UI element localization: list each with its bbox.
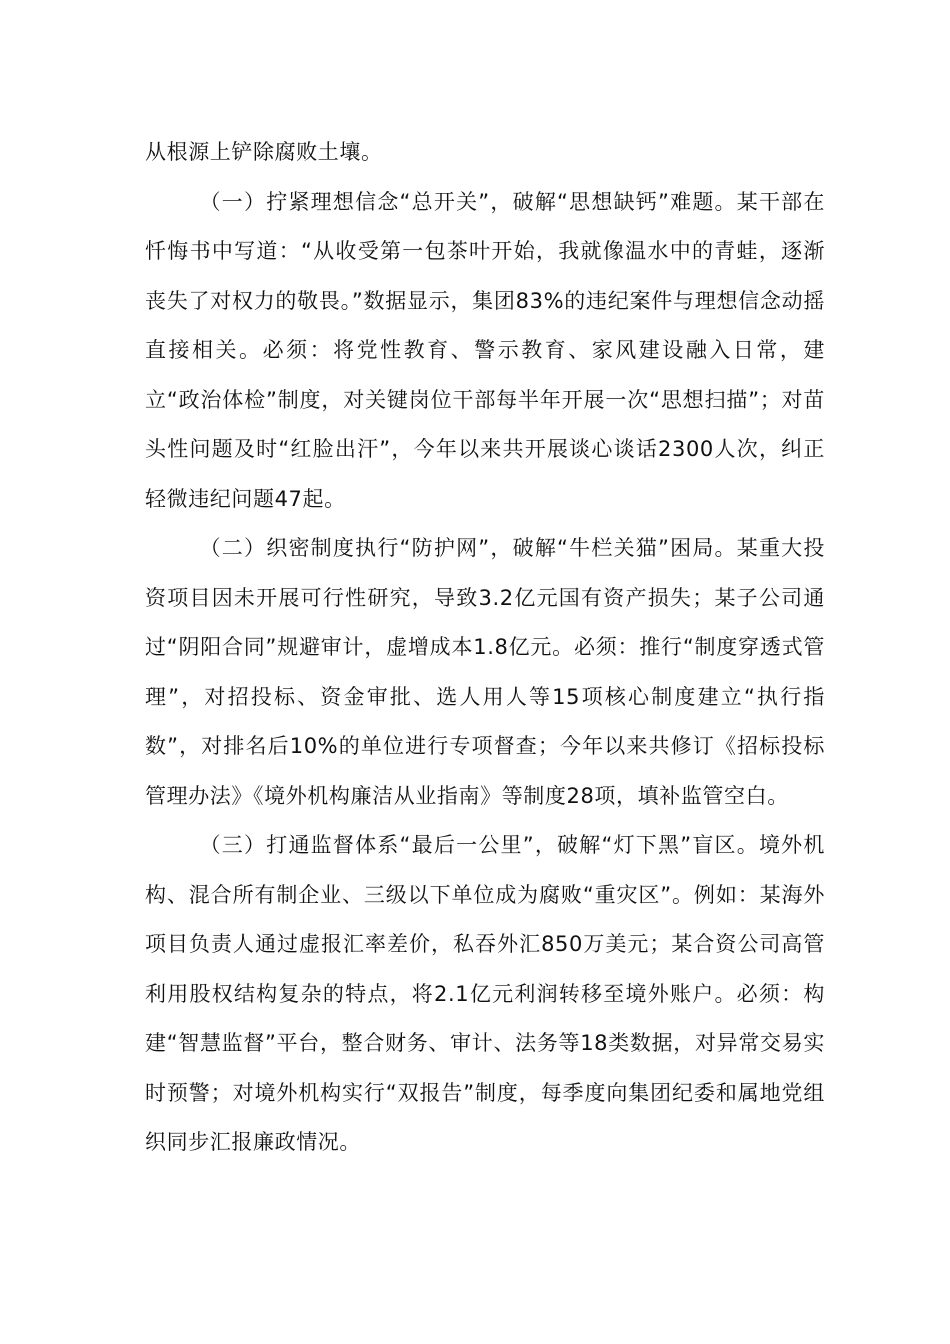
paragraph-section-2: （二）织密制度执行“防护网”，破解“牛栏关猫”困局。某重大投资项目因未开展可行性研究，导致3.2亿元国有资产损失；某子公司通过“阴阳合同”规避审计，虚增成本1.8亿元。必须：推行“制度穿透式管理”，对招投标、资金审批、选人用人等15项核心制度建立“执行指数”，对排名后10%的单位进行专项督查；今年以来共修订《招标投标管理办法》《境外机构廉洁从业指南》等制度28项，填补监管空白。	[145, 536, 825, 808]
paragraph-section-3: （三）打通监督体系“最后一公里”，破解“灯下黑”盲区。境外机构、混合所有制企业、三级以下单位成为腐败“重灾区”。例如：某海外项目负责人通过虚报汇率差价，私吞外汇850万美元；某合资公司高管利用股权结构复杂的特点，将2.1亿元利润转移至境外账户。必须：构建“智慧监督”平台，整合财务、审计、法务等18类数据，对异常交易实时预警；对境外机构实行“双报告”制度，每季度向集团纪委和属地党组织同步汇报廉政情况。	[145, 833, 825, 1154]
paragraph-section-1: （一）拧紧理想信念“总开关”，破解“思想缺钙”难题。某干部在忏悔书中写道：“从收受第一包茶叶开始，我就像温水中的青蛙，逐渐丧失了对权力的敬畏。”数据显示，集团83%的违纪案件与理想信念动摇直接相关。必须：将党性教育、警示教育、家风建设融入日常，建立“政治体检”制度，对关键岗位干部每半年开展一次“思想扫描”；对苗头性问题及时“红脸出汗”，今年以来共开展谈心谈话2300人次，纠正轻微违纪问题47起。	[145, 189, 825, 511]
document-body	[145, 128, 825, 1168]
paragraph-continuation: 从根源上铲除腐败土壤。	[145, 140, 383, 164]
